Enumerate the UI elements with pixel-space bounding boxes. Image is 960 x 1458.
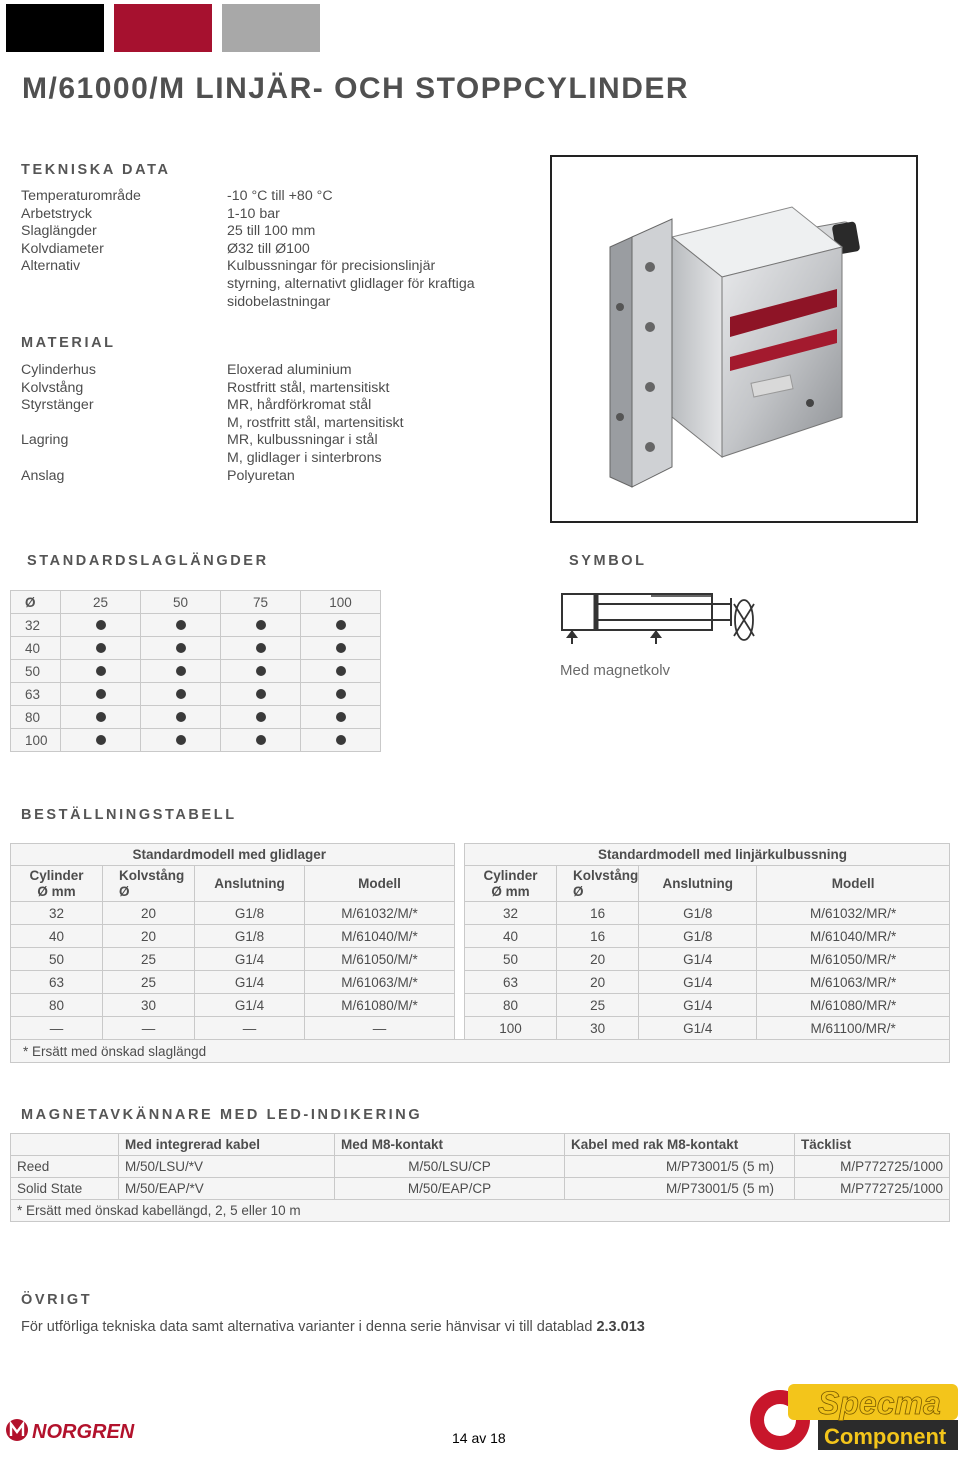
- stroke-table: [10, 590, 381, 752]
- note-row: * Ersätt med önskad slaglängd: [11, 1040, 950, 1063]
- tech-heading: TEKNISKA DATA: [21, 162, 171, 178]
- table-row: Solid State M/50/EAP/*V M/50/EAP/CP M/P73001/5 (5 m) M/P772725/1000: [11, 1178, 950, 1200]
- column-header-row: Med integrerad kabel Med M8-kontakt Kabel med rak M8-kontakt Täcklist: [11, 1134, 950, 1156]
- tech-list: [21, 188, 487, 311]
- available-dot: [256, 620, 266, 630]
- table-row: 80: [11, 706, 381, 729]
- table-row: 40 20 G1/8 M/61040/M/* 40 16 G1/8 M/61040/MR/*: [11, 925, 950, 948]
- material-row: Styrstänger MR, hårdförkromat stål: [21, 397, 372, 414]
- sensor-table: [10, 1133, 950, 1222]
- available-dot: [256, 712, 266, 722]
- available-dot: [256, 666, 266, 676]
- order-table-wrap: [10, 843, 950, 1063]
- available-dot: [176, 666, 186, 676]
- available-dot: [176, 643, 186, 653]
- available-dot: [256, 735, 266, 745]
- strokes-heading: STANDARDSLAGLÄNGDER: [27, 553, 269, 569]
- order-heading: BESTÄLLNINGSTABELL: [21, 807, 237, 823]
- table-row: Reed M/50/LSU/*V M/50/LSU/CP M/P73001/5 (5 m) M/P772725/1000: [11, 1156, 950, 1178]
- available-dot: [336, 620, 346, 630]
- table-row: 80 30 G1/4 M/61080/M/* 80 25 G1/4 M/61080/MR/*: [11, 994, 950, 1017]
- svg-text:Component: Component: [824, 1424, 947, 1449]
- material-row: Anslag Polyuretan: [21, 467, 295, 484]
- table-row: 40: [11, 637, 381, 660]
- material-row: M, rostfritt stål, martensitiskt: [227, 414, 404, 431]
- other-heading: ÖVRIGT: [21, 1292, 93, 1308]
- datasheet-reference: 2.3.013: [596, 1319, 645, 1335]
- table-row: 63 25 G1/4 M/61063/M/* 63 20 G1/4 M/61063/MR/*: [11, 971, 950, 994]
- table-row: — — — — 100 30 G1/4 M/61100/MR/*: [11, 1017, 950, 1040]
- table-row: 32 20 G1/8 M/61032/M/* 32 16 G1/8 M/61032/MR/*: [11, 902, 950, 925]
- other-text: För utförliga tekniska data samt alternativa varianter i denna serie hänvisar vi till datablad 2.3.013: [21, 1319, 645, 1335]
- material-row: Kolvstång Rostfritt stål, martensitiskt: [21, 379, 390, 396]
- pneumatic-symbol-icon: [556, 588, 766, 648]
- product-photo: [550, 155, 918, 523]
- table-row: 50 25 G1/4 M/61050/M/* 50 20 G1/4 M/61050/MR/*: [11, 948, 950, 971]
- group-header-row: Standardmodell med glidlager Standardmodell med linjärkulbussning: [11, 844, 950, 866]
- material-row: Lagring MR, kulbussningar i stål: [21, 432, 378, 449]
- available-dot: [96, 620, 106, 630]
- available-dot: [336, 735, 346, 745]
- symbol-heading: SYMBOL: [569, 553, 647, 569]
- sensors-heading: MAGNETAVKÄNNARE MED LED-INDIKERING: [21, 1107, 423, 1123]
- available-dot: [336, 666, 346, 676]
- page-number: 14 av 18: [452, 1430, 506, 1446]
- available-dot: [336, 712, 346, 722]
- available-dot: [176, 689, 186, 699]
- material-list: [21, 362, 487, 485]
- available-dot: [336, 689, 346, 699]
- tech-row: Kolvdiameter Ø32 till Ø100: [21, 240, 310, 257]
- tech-row: Temperaturområde -10 °C till +80 °C: [21, 188, 333, 204]
- available-dot: [96, 666, 106, 676]
- material-row: Cylinderhus Eloxerad aluminium: [21, 362, 352, 378]
- color-swatch-grey: [222, 4, 320, 52]
- available-dot: [176, 735, 186, 745]
- color-swatch-black: [6, 4, 104, 52]
- table-row: 100: [11, 729, 381, 752]
- available-dot: [96, 712, 106, 722]
- column-header-row: Cylinder Ø mm Kolvstång Ø Anslutning Modell Cylinder Ø mm Kolvstång Ø Anslutning Modell: [11, 866, 950, 902]
- material-heading: MATERIAL: [21, 335, 116, 351]
- table-row: 32: [11, 614, 381, 637]
- tech-row: Arbetstryck 1-10 bar: [21, 205, 280, 222]
- cylinder-illustration: [552, 157, 916, 521]
- svg-text:NORGREN: NORGREN: [32, 1421, 135, 1443]
- available-dot: [256, 643, 266, 653]
- available-dot: [96, 735, 106, 745]
- available-dot: [176, 712, 186, 722]
- svg-text:Specma: Specma: [818, 1385, 941, 1421]
- available-dot: [176, 620, 186, 630]
- order-table: [10, 843, 950, 1063]
- table-row: 63: [11, 683, 381, 706]
- specma-logo: [748, 1380, 958, 1452]
- available-dot: [256, 689, 266, 699]
- symbol-caption: Med magnetkolv: [560, 662, 671, 679]
- tech-row: Slaglängder 25 till 100 mm: [21, 223, 316, 240]
- sensor-table-wrap: [10, 1133, 950, 1222]
- note-row: * Ersätt med önskad kabellängd, 2, 5 eller 10 m: [11, 1200, 950, 1222]
- table-header-row: Ø 25 50 75 100: [11, 591, 381, 614]
- available-dot: [336, 643, 346, 653]
- tech-row: Alternativ Kulbussningar för precisionslinjär styrning, alternativt glidlager för kraftiga sidobelastningar: [21, 258, 475, 310]
- norgren-logo: [4, 1416, 164, 1444]
- material-row: M, glidlager i sinterbrons: [227, 449, 382, 466]
- page-title: M/61000/M LINJÄR- OCH STOPPCYLINDER: [22, 72, 690, 105]
- color-swatch-red: [114, 4, 212, 52]
- available-dot: [96, 643, 106, 653]
- available-dot: [96, 689, 106, 699]
- table-row: 50: [11, 660, 381, 683]
